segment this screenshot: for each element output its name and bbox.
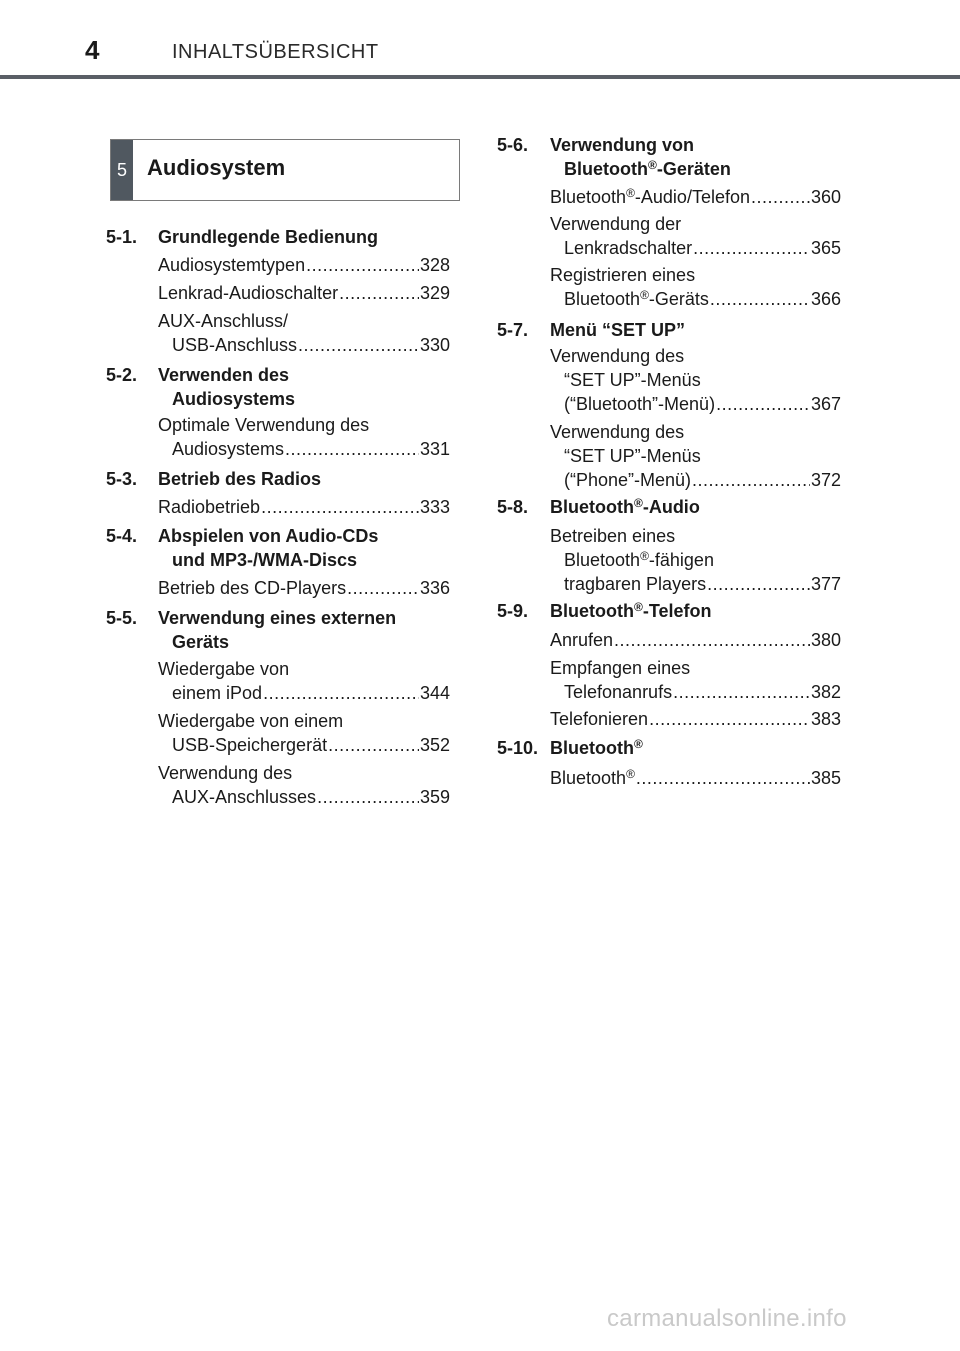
dot-leader — [317, 785, 419, 809]
toc-entry[interactable] — [158, 761, 450, 809]
dot-leader — [614, 628, 810, 652]
dot-leader — [649, 707, 810, 731]
dot-leader — [693, 236, 810, 260]
toc-page-number: 328 — [419, 255, 450, 275]
toc-entry[interactable] — [550, 707, 841, 731]
toc-page-number: 382 — [810, 682, 841, 702]
toc-page-number: 360 — [810, 187, 841, 207]
toc-page-number: 383 — [810, 709, 841, 729]
toc-entry-text: Verwendung des — [550, 346, 685, 366]
toc-page-number: 372 — [810, 470, 841, 490]
dot-leader — [716, 392, 810, 416]
toc-entry-text: Bluetooth®-fähigen — [564, 549, 714, 570]
dot-leader — [339, 281, 419, 305]
toc-entry-text: Lenkrad-Audioschalter — [158, 283, 339, 303]
toc-section-title-line: Geräts — [172, 632, 230, 652]
toc-entry-text: “SET UP”-Menüs — [564, 446, 701, 466]
toc-section-number: 5-3. — [106, 469, 138, 489]
section-header-box — [110, 139, 460, 201]
toc-section-title-line: Verwenden des — [158, 365, 290, 385]
toc-entry[interactable] — [158, 413, 450, 461]
toc-entry[interactable] — [550, 420, 841, 492]
toc-entry[interactable] — [158, 495, 450, 519]
toc-entry-text: tragbaren Players — [564, 574, 707, 594]
header-rule — [0, 75, 960, 79]
toc-section-title-line: Grundlegende Bedienung — [158, 227, 379, 247]
toc-section-number: 5-2. — [106, 365, 138, 385]
dot-leader — [636, 766, 810, 790]
toc-page-number: 330 — [419, 335, 450, 355]
toc-entry-text: USB-Speichergerät — [172, 735, 328, 755]
toc-entry-text: Lenkradschalter — [564, 238, 693, 258]
toc-entry-text: Bluetooth®-Audio/Telefon — [550, 186, 750, 207]
toc-entry-text: Betrieb des CD-Players — [158, 578, 347, 598]
running-title: INHALTSÜBERSICHT — [172, 41, 379, 63]
toc-entry-text: Radiobetrieb — [158, 497, 261, 517]
toc-section-number: 5-4. — [106, 526, 138, 546]
toc-entry[interactable] — [550, 185, 841, 209]
toc-entry-text: Betreiben eines — [550, 526, 676, 546]
toc-section-number: 5-9. — [497, 601, 529, 621]
toc-entry-text: Wiedergabe von einem — [158, 711, 344, 731]
dot-leader — [710, 287, 810, 311]
toc-page-number: 336 — [419, 578, 450, 598]
toc-entry-text: (“Phone”-Menü) — [564, 470, 692, 490]
toc-entry[interactable] — [550, 628, 841, 652]
toc-page-number: 380 — [810, 630, 841, 650]
toc-entry-text: Verwendung des — [550, 422, 685, 442]
toc-section-title-line: Bluetooth®-Audio — [550, 496, 700, 517]
toc-entry-text: Empfangen eines — [550, 658, 691, 678]
dot-leader — [306, 253, 419, 277]
dot-leader — [328, 733, 419, 757]
toc-entry-text: Optimale Verwendung des — [158, 415, 370, 435]
toc-section-title-line: Verwendung eines externen — [158, 608, 397, 628]
toc-section-title-line: und MP3-/WMA-Discs — [172, 550, 358, 570]
toc-section-number: 5-5. — [106, 608, 138, 628]
toc-section-number: 5-6. — [497, 135, 529, 155]
toc-entry-text: einem iPod — [172, 683, 263, 703]
watermark: carmanualsonline.info — [607, 1305, 847, 1332]
toc-entry-text: Bluetooth®-Geräts — [564, 288, 709, 309]
toc-entry[interactable] — [158, 576, 450, 600]
dot-leader — [751, 185, 810, 209]
toc-page-number: 331 — [419, 439, 450, 459]
dot-leader — [285, 437, 419, 461]
toc-section-title-line: Verwendung von — [550, 135, 695, 155]
toc-page-number: 385 — [810, 768, 841, 788]
toc-page-number: 377 — [810, 574, 841, 594]
toc-page-number: 352 — [419, 735, 450, 755]
toc-entry[interactable] — [158, 657, 450, 705]
toc-section-title-line: Menü “SET UP” — [550, 320, 686, 340]
toc-entry-text: (“Bluetooth”-Menü) — [564, 394, 716, 414]
toc-entry-text: Audiosystems — [172, 439, 285, 459]
toc-entry-text: Bluetooth® — [550, 767, 635, 788]
toc-page-number: 365 — [810, 238, 841, 258]
toc-entry-text: Verwendung des — [158, 763, 293, 783]
dot-leader — [673, 680, 810, 704]
toc-entry[interactable] — [158, 253, 450, 277]
toc-entry[interactable] — [158, 281, 450, 305]
dot-leader — [263, 681, 419, 705]
toc-page-number: 329 — [419, 283, 450, 303]
toc-section-title-line: Abspielen von Audio-CDs — [158, 526, 379, 546]
toc-entry-text: Telefonieren — [550, 709, 649, 729]
toc-section-title-line: Bluetooth®-Geräten — [564, 158, 731, 179]
toc-entry[interactable] — [550, 656, 841, 704]
toc-section-title-line: Audiosystems — [172, 389, 296, 409]
toc-entry-text: Audiosystemtypen — [158, 255, 306, 275]
toc-page-number: 367 — [810, 394, 841, 414]
toc-entry-text: AUX-Anschluss/ — [158, 311, 289, 331]
toc-entry-text: “SET UP”-Menüs — [564, 370, 701, 390]
toc-page-number: 344 — [419, 683, 450, 703]
dot-leader — [261, 495, 419, 519]
dot-leader — [707, 572, 810, 596]
toc-page-number: 366 — [810, 289, 841, 309]
toc-entry[interactable] — [550, 263, 841, 311]
toc-entry[interactable] — [158, 309, 450, 357]
page-number: 4 — [85, 35, 100, 65]
toc-entry[interactable] — [550, 344, 841, 416]
toc-entry-text: Telefonanrufs — [564, 682, 673, 702]
toc-section-number: 5-1. — [106, 227, 138, 247]
toc-page-number: 359 — [419, 787, 450, 807]
toc-entry-text: USB-Anschluss — [172, 335, 298, 355]
toc-entry[interactable] — [158, 709, 450, 757]
toc-entry-text: Verwendung der — [550, 214, 682, 234]
toc-section-number: 5-10. — [497, 738, 539, 758]
toc-section-number: 5-7. — [497, 320, 529, 340]
toc-entry-text: Registrieren eines — [550, 265, 696, 285]
toc-entry-text: Anrufen — [550, 630, 614, 650]
toc-entry[interactable] — [550, 212, 841, 260]
toc-entry[interactable] — [550, 524, 841, 596]
dot-leader — [347, 576, 419, 600]
toc-section-title-line: Bluetooth® — [550, 737, 643, 758]
toc-entry-text: Wiedergabe von — [158, 659, 290, 679]
section-number-tab: 5 — [111, 140, 133, 200]
toc-entry[interactable] — [550, 766, 841, 790]
toc-section-number: 5-8. — [497, 497, 529, 517]
toc-section-title-line: Bluetooth®-Telefon — [550, 600, 712, 621]
toc-entry-text: AUX-Anschlusses — [172, 787, 317, 807]
section-title: Audiosystem — [147, 155, 286, 180]
toc-section-title-line: Betrieb des Radios — [158, 469, 322, 489]
dot-leader — [298, 333, 419, 357]
toc-page-number: 333 — [419, 497, 450, 517]
dot-leader — [692, 468, 810, 492]
